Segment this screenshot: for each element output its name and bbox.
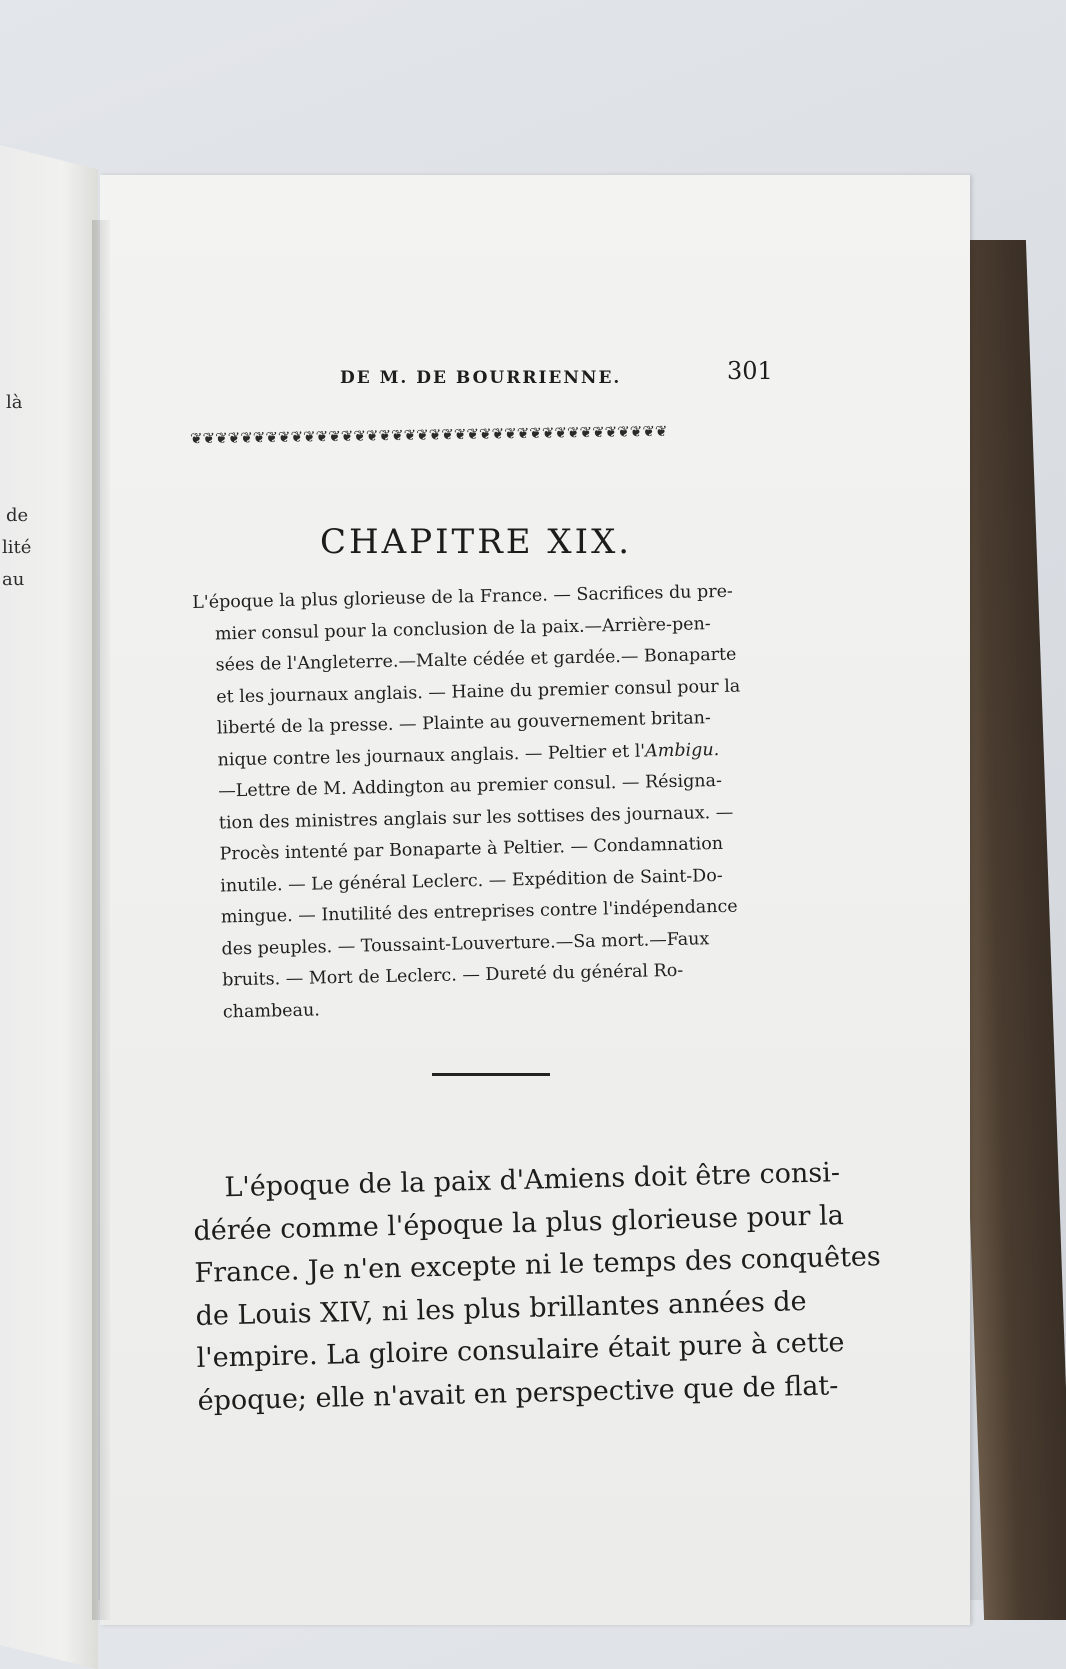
running-head: DE M. DE BOURRIENNE.: [340, 368, 622, 388]
decorative-ornament-band: ❦❦❦❦❦❦❦❦❦❦❦❦❦❦❦❦❦❦❦❦❦❦❦❦❦❦❦❦❦❦❦❦❦❦❦❦❦❦: [189, 422, 668, 448]
body-line: de Louis XIV, ni les plus brillantes années de: [195, 1285, 807, 1332]
body-line: dérée comme l'époque la plus glorieuse pour la: [193, 1199, 845, 1247]
summary-line: L'époque la plus glorieuse de la France. — Sacrifices du pre-: [192, 581, 734, 613]
body-line: époque; elle n'avait en perspective que de flat-: [197, 1369, 839, 1417]
left-page-margin-text: [0, 0, 40, 700]
summary-line: mingue. — Inutilité des entreprises contre l'indépendance: [220, 896, 738, 928]
body-line: l'empire. La gloire consulaire était pure à cette: [196, 1327, 845, 1374]
page-gutter-shadow: [92, 220, 110, 1620]
summary-line: Procès intenté par Bonaparte à Peltier. — Condamnation: [219, 833, 724, 865]
summary-line: —Lettre de M. Addington au premier consul. — Résigna-: [218, 770, 723, 802]
left-margin-word: là: [6, 392, 23, 413]
left-margin-word: au: [2, 569, 25, 590]
left-margin-word: lité: [2, 537, 32, 558]
summary-line-text: nique contre les journaux anglais. — Peltier et l': [217, 741, 646, 770]
body-line: France. Je n'en excepte ni le temps des conquêtes: [194, 1241, 882, 1289]
summary-line: tion des ministres anglais sur les sottises des journaux. —: [218, 802, 734, 833]
chapter-summary: [192, 575, 801, 1028]
summary-line: bruits. — Mort de Leclerc. — Dureté du général Ro-: [222, 960, 684, 991]
section-rule: [432, 1073, 550, 1076]
summary-line: inutile. — Le général Leclerc. — Expédition de Saint-Do-: [220, 865, 723, 896]
left-margin-word: de: [6, 505, 29, 526]
page-number: 301: [727, 357, 773, 385]
summary-line: mier consul pour la conclusion de la paix.—Arrière-pen-: [214, 613, 711, 645]
chapter-title: CHAPITRE XIX.: [320, 522, 633, 562]
summary-line: liberté de la presse. — Plainte au gouvernement britan-: [216, 708, 712, 739]
summary-line: sées de l'Angleterre.—Malte cédée et gardée.— Bonaparte: [215, 644, 737, 676]
summary-line: chambeau.: [222, 999, 321, 1022]
summary-italic-title: Ambigu.: [644, 739, 720, 762]
summary-line: des peuples. — Toussaint-Louverture.—Sa mort.—Faux: [221, 928, 710, 959]
summary-line: et les journaux anglais. — Haine du premier consul pour la: [216, 676, 741, 708]
body-paragraph: [192, 1152, 882, 1423]
body-line: L'époque de la paix d'Amiens doit être consi-: [224, 1157, 841, 1204]
